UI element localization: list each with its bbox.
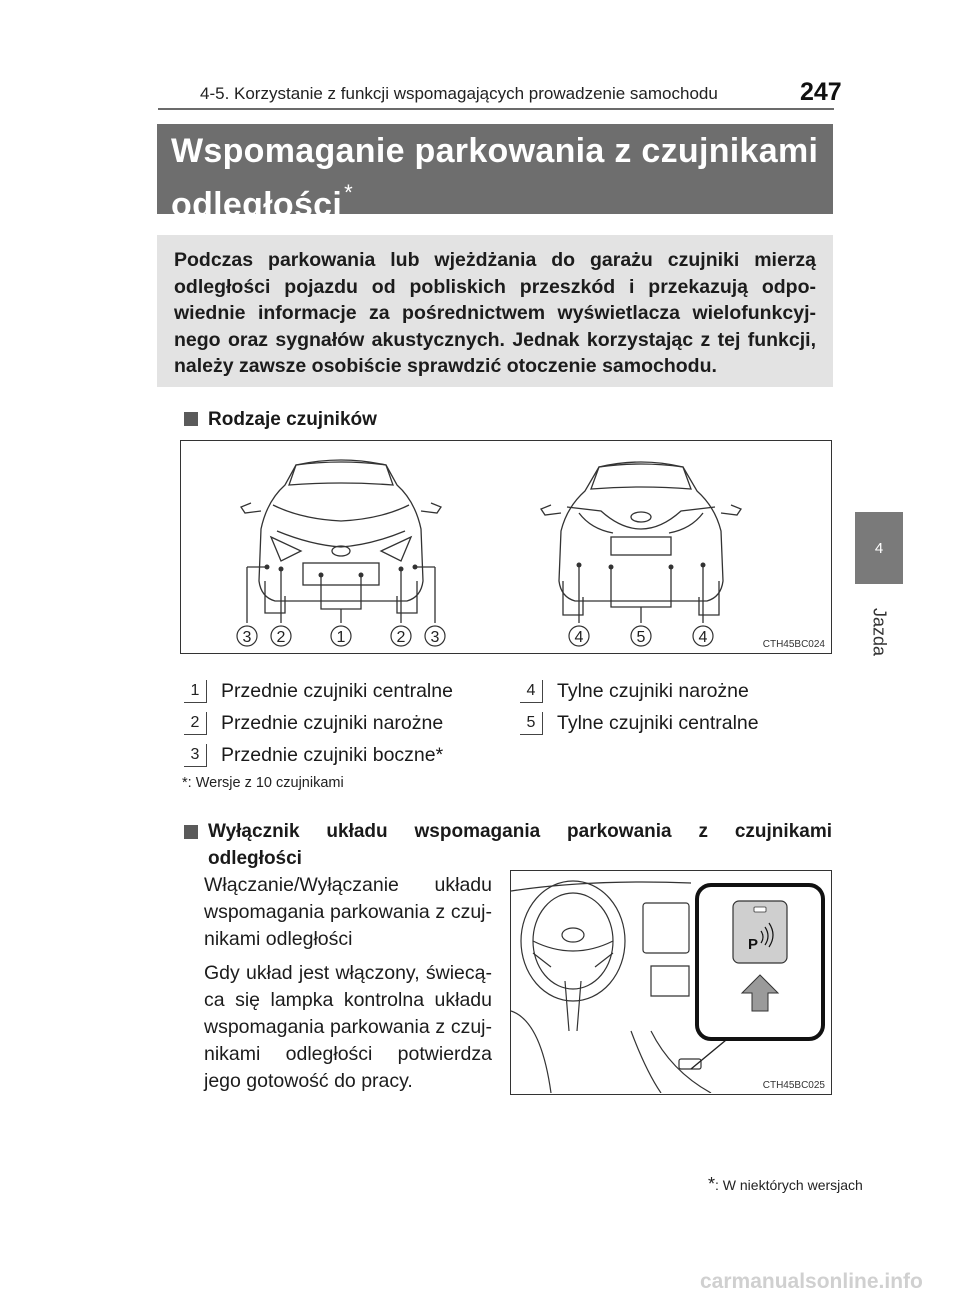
page-number: 247 — [800, 78, 842, 106]
section-heading-sensors — [184, 409, 377, 431]
parking-button-label: P — [748, 936, 759, 953]
legend-number: 4 — [520, 680, 543, 703]
callout-label: 5 — [636, 629, 646, 646]
intro-box — [157, 235, 833, 387]
legend-item — [520, 712, 759, 735]
callout-group — [237, 626, 713, 646]
legend-number: 1 — [184, 680, 207, 703]
title-asterisk: * — [344, 180, 354, 205]
title-line-2: odległości — [171, 186, 343, 224]
footnote-text: : W niektórych wersjach — [715, 1177, 863, 1193]
intro-text: Podczas parkowania lub wjeżdżania do garażu czujniki mierzą odległości pojazdu od pobliskich przeszkód i przekazują odpowiednie informacje za pośrednictwem wyświetlacza wielofunkcyjnego oraz sygnałów akustycznych. Jednak korzystając z tej funkcji, należy zawsze osobiście sprawdzić otoczenie samochodu. — [174, 249, 816, 377]
car-sensors-illustration — [181, 441, 830, 652]
switch-heading-line-2: odległości — [208, 848, 302, 869]
figure-code: CTH45BC024 — [762, 639, 825, 650]
bullet-square-icon — [184, 412, 198, 426]
chapter-label-text: Jazda — [869, 607, 890, 657]
chapter-label — [855, 592, 903, 672]
sensor-diagram — [180, 440, 832, 654]
callout-label: 1 — [336, 629, 346, 646]
page-title — [157, 124, 833, 224]
watermark: carmanualsonline.info — [700, 1270, 923, 1293]
legend-text: Przednie czujniki centralne — [221, 680, 453, 702]
legend-item — [520, 680, 749, 703]
legend-text: Tylne czujniki centralne — [557, 712, 759, 734]
legend-item — [184, 744, 443, 767]
sensor-note: *: Wersje z 10 czujnikami — [182, 775, 344, 791]
legend-text: Tylne czujniki narożne — [557, 680, 749, 702]
legend-text: Przednie czujniki narożne — [221, 712, 444, 734]
switch-diagram — [510, 870, 832, 1095]
callout-label: 3 — [430, 629, 440, 646]
callout-label: 2 — [396, 629, 406, 646]
legend-item — [184, 712, 443, 735]
dashboard-illustration — [511, 871, 830, 1093]
bullet-square-icon — [184, 825, 198, 839]
legend-number: 2 — [184, 712, 207, 735]
switch-heading-line-1: Wyłącznik układu wspomagania parkowania z czujnikami — [208, 821, 832, 842]
switch-paragraph-1: Włączanie/Wyłączanie układu wspomagania parkowania z czujnikami odległości — [204, 874, 492, 950]
header-rule — [158, 108, 834, 110]
figure-code: CTH45BC025 — [762, 1080, 825, 1091]
running-header: 4-5. Korzystanie z funkcji wspomagających prowadzenie samochodu — [200, 84, 718, 103]
callout-label: 3 — [242, 629, 252, 646]
section-heading-sensors-text: Rodzaje czujników — [208, 409, 377, 430]
legend-number: 5 — [520, 712, 543, 735]
callout-label: 4 — [698, 629, 708, 646]
callout-label: 2 — [276, 629, 286, 646]
chapter-tab: 4 — [855, 512, 903, 584]
legend-item — [184, 680, 453, 703]
legend-number: 3 — [184, 744, 207, 767]
title-line-1: Wspomaganie parkowania z czujnikami — [171, 132, 819, 170]
footnote-asterisk: * — [708, 1174, 716, 1194]
footnote — [708, 1174, 863, 1195]
zoom-panel — [697, 885, 823, 1039]
switch-paragraph-2: Gdy układ jest włączony, świecąca się lampka kontrolna układu wspomagania parkowania z czujnikami odległości potwierdza jego gotowość do pracy. — [204, 962, 492, 1092]
section-heading-switch — [184, 818, 832, 872]
callout-label: 4 — [574, 629, 584, 646]
legend-text: Przednie czujniki boczne* — [221, 744, 444, 766]
